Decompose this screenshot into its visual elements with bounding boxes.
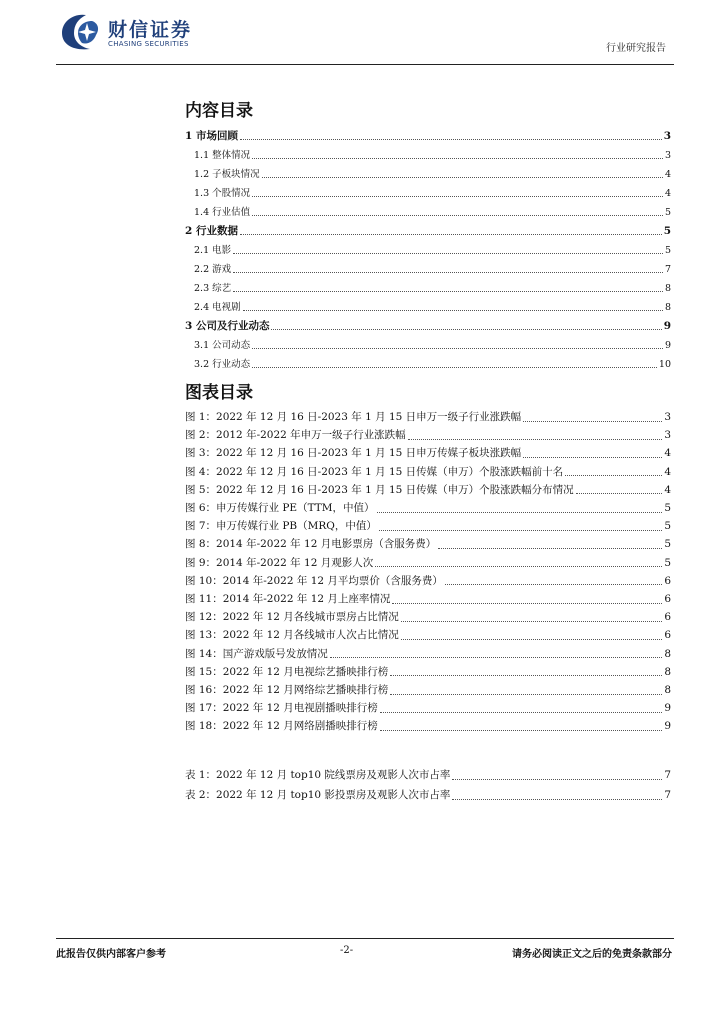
toc-entry[interactable] xyxy=(185,299,671,316)
toc-entry[interactable] xyxy=(185,166,671,183)
dot-leader xyxy=(401,621,663,622)
figure-entry[interactable] xyxy=(185,573,671,591)
toc-entry[interactable] xyxy=(185,242,671,259)
dot-leader xyxy=(240,234,662,235)
figure-entry-page: 9 xyxy=(664,720,671,733)
toc-entry-page: 8 xyxy=(664,283,671,294)
dot-leader xyxy=(401,639,663,640)
dot-leader xyxy=(233,253,663,254)
toc-entry-page: 5 xyxy=(664,245,671,256)
toc-entry-label: 2.1 电影 xyxy=(194,245,232,256)
toc-entry-page: 9 xyxy=(663,320,671,332)
figure-entry[interactable] xyxy=(185,427,671,445)
table-entry[interactable] xyxy=(185,787,671,805)
company-logo xyxy=(60,13,200,57)
figure-entry-label: 图 3：2022 年 12 月 16 日-2023 年 1 月 15 日申万传媒子板块涨跌幅 xyxy=(185,447,522,460)
figure-entry[interactable] xyxy=(185,536,671,554)
toc-entry[interactable] xyxy=(185,204,671,221)
table-entry[interactable] xyxy=(185,767,671,785)
toc-entry[interactable] xyxy=(185,128,671,145)
figure-entry-page: 5 xyxy=(664,520,671,533)
figure-entry[interactable] xyxy=(185,718,671,736)
figure-entry[interactable] xyxy=(185,482,671,500)
toc-entry-label: 2 行业数据 xyxy=(185,225,238,237)
figure-entry-page: 3 xyxy=(664,429,671,442)
footer-divider xyxy=(56,938,674,939)
toc-entry[interactable] xyxy=(185,261,671,278)
toc-entry-page: 5 xyxy=(664,207,671,218)
header-divider xyxy=(56,64,674,65)
dot-leader xyxy=(240,139,662,140)
figure-entry[interactable] xyxy=(185,700,671,718)
dot-leader xyxy=(392,603,662,604)
figure-entry-label: 图 2：2012 年-2022 年申万一级子行业涨跌幅 xyxy=(185,429,406,442)
dot-leader xyxy=(390,675,662,676)
footer-disclaimer-left: 此报告仅供内部客户参考 xyxy=(56,949,166,960)
figure-entry-page: 5 xyxy=(664,538,671,551)
toc-entry-page: 9 xyxy=(664,340,671,351)
toc-entry-page: 5 xyxy=(663,225,671,237)
dot-leader xyxy=(252,215,663,216)
toc-entry-page: 7 xyxy=(664,264,671,275)
toc-entry[interactable] xyxy=(185,223,671,240)
figure-entry-label: 图 1：2022 年 12 月 16 日-2023 年 1 月 15 日申万一级子行业涨跌幅 xyxy=(185,411,522,423)
figure-entry-label: 图 10：2014 年-2022 年 12 月平均票价（含服务费） xyxy=(185,574,443,587)
figure-entry[interactable] xyxy=(185,591,671,609)
toc-title: 内容目录 xyxy=(185,101,253,121)
figure-entry[interactable] xyxy=(185,409,671,427)
table-entry-label: 表 1：2022 年 12 月 top10 院线票房及观影人次市占率 xyxy=(185,769,451,781)
toc-entry-label: 3 公司及行业动态 xyxy=(185,320,270,332)
dot-leader xyxy=(445,584,662,585)
toc-entry-label: 1.1 整体情况 xyxy=(194,150,251,161)
dot-leader xyxy=(271,329,661,330)
toc-entry-label: 1.3 个股情况 xyxy=(194,188,251,199)
dot-leader xyxy=(380,712,663,713)
figure-entry-label: 图 7：申万传媒行业 PB（MRQ，中值） xyxy=(185,520,377,533)
toc-entry-label: 2.2 游戏 xyxy=(194,264,232,275)
figure-entry[interactable] xyxy=(185,627,671,645)
footer-disclaimer-right: 请务必阅读正文之后的免责条款部分 xyxy=(512,949,672,960)
figure-entry-label: 图 17：2022 年 12 月电视剧播映排行榜 xyxy=(185,702,378,715)
toc-entry-page: 3 xyxy=(663,130,671,142)
figure-entry-label: 图 15：2022 年 12 月电视综艺播映排行榜 xyxy=(185,665,389,678)
dot-leader xyxy=(379,530,662,531)
table-entry-page: 7 xyxy=(664,769,671,781)
logo-text-en: CHASING SECURITIES xyxy=(108,40,189,48)
figure-entry-page: 4 xyxy=(664,447,671,460)
dot-leader xyxy=(380,730,663,731)
dot-leader xyxy=(243,310,663,311)
figure-entry[interactable] xyxy=(185,555,671,573)
figure-entry-page: 6 xyxy=(664,629,671,642)
figure-entry-page: 8 xyxy=(664,647,671,660)
table-entry-page: 7 xyxy=(664,789,671,801)
dot-leader xyxy=(233,291,663,292)
dot-leader xyxy=(408,439,663,440)
figure-entry-page: 6 xyxy=(664,593,671,605)
figure-entry-page: 4 xyxy=(664,465,671,478)
dot-leader xyxy=(252,196,663,197)
figure-entry[interactable] xyxy=(185,518,671,536)
toc-entry-page: 10 xyxy=(658,359,671,370)
figure-entry-page: 5 xyxy=(664,556,671,569)
dot-leader xyxy=(390,694,662,695)
figure-entry-label: 图 4：2022 年 12 月 16 日-2023 年 1 月 15 日传媒（申万）个股涨跌幅前十名 xyxy=(185,465,564,478)
figures-title: 图表目录 xyxy=(185,383,253,403)
figure-entry-page: 8 xyxy=(664,665,671,678)
figure-entry-label: 图 6：申万传媒行业 PE（TTM，中值） xyxy=(185,502,375,514)
toc-entry[interactable] xyxy=(185,318,671,335)
toc-entry-label: 1.2 子板块情况 xyxy=(194,169,260,180)
dot-leader xyxy=(233,272,663,273)
dot-leader xyxy=(576,493,663,494)
toc-entry-page: 3 xyxy=(664,150,671,161)
figure-entry-label: 图 5：2022 年 12 月 16 日-2023 年 1 月 15 日传媒（申万）个股涨跌幅分布情况 xyxy=(185,483,574,496)
figure-entry-label: 图 14：国产游戏版号发放情况 xyxy=(185,647,328,660)
toc-entry-label: 3.2 行业动态 xyxy=(194,359,251,370)
figure-entry-label: 图 9：2014 年-2022 年 12 月观影人次 xyxy=(185,556,374,569)
figure-entry[interactable] xyxy=(185,609,671,627)
toc-entry-label: 3.1 公司动态 xyxy=(194,340,251,351)
table-entry-label: 表 2：2022 年 12 月 top10 影投票房及观影人次市占率 xyxy=(185,789,451,801)
toc-entry-label: 1 市场回顾 xyxy=(185,130,238,142)
dot-leader xyxy=(252,158,663,159)
figure-entry-label: 图 11：2014 年-2022 年 12 月上座率情况 xyxy=(185,593,391,605)
dot-leader xyxy=(438,548,662,549)
dot-leader xyxy=(565,475,662,476)
figure-entry[interactable] xyxy=(185,682,671,700)
figure-entry[interactable] xyxy=(185,464,671,482)
figure-entry[interactable] xyxy=(185,445,671,463)
page-number: -2- xyxy=(340,945,354,956)
toc-entry[interactable] xyxy=(185,356,671,373)
dot-leader xyxy=(375,566,662,567)
dot-leader xyxy=(523,421,662,422)
figure-entry-label: 图 16：2022 年 12 月网络综艺播映排行榜 xyxy=(185,684,389,696)
logo-mark-icon xyxy=(60,13,100,51)
dot-leader xyxy=(330,657,663,658)
toc-entry-label: 1.4 行业估值 xyxy=(194,207,251,218)
figure-entry-label: 图 18：2022 年 12 月网络剧播映排行榜 xyxy=(185,720,378,733)
logo-text-cn: 财信证券 xyxy=(108,19,193,41)
dot-leader xyxy=(452,799,662,800)
figure-entry-page: 5 xyxy=(664,502,671,514)
figure-entry-page: 4 xyxy=(664,483,671,496)
figure-entry-page: 9 xyxy=(664,702,671,715)
figure-entry-page: 8 xyxy=(664,684,671,696)
toc-entry-page: 4 xyxy=(664,188,671,199)
toc-entry-label: 2.3 综艺 xyxy=(194,283,232,294)
report-type-label: 行业研究报告 xyxy=(606,43,666,54)
dot-leader xyxy=(252,367,657,368)
toc-entry[interactable] xyxy=(185,280,671,297)
dot-leader xyxy=(252,348,663,349)
dot-leader xyxy=(523,457,662,458)
figure-entry[interactable] xyxy=(185,500,671,518)
figure-entry-page: 6 xyxy=(664,574,671,587)
toc-entry[interactable] xyxy=(185,147,671,164)
figure-entry-label: 图 12：2022 年 12 月各线城市票房占比情况 xyxy=(185,611,399,624)
dot-leader xyxy=(452,779,662,780)
toc-entry[interactable] xyxy=(185,337,671,354)
toc-entry[interactable] xyxy=(185,185,671,202)
dot-leader xyxy=(377,512,663,513)
figure-entry-label: 图 13：2022 年 12 月各线城市人次占比情况 xyxy=(185,629,399,642)
toc-entry-page: 8 xyxy=(664,302,671,313)
toc-entry-page: 4 xyxy=(664,169,671,180)
toc-entry-label: 2.4 电视剧 xyxy=(194,302,241,313)
figure-entry-label: 图 8：2014 年-2022 年 12 月电影票房（含服务费） xyxy=(185,538,437,551)
figure-entry[interactable] xyxy=(185,646,671,664)
dot-leader xyxy=(262,177,663,178)
figure-entry-page: 6 xyxy=(664,611,671,624)
figure-entry-page: 3 xyxy=(664,411,671,423)
figure-entry[interactable] xyxy=(185,664,671,682)
